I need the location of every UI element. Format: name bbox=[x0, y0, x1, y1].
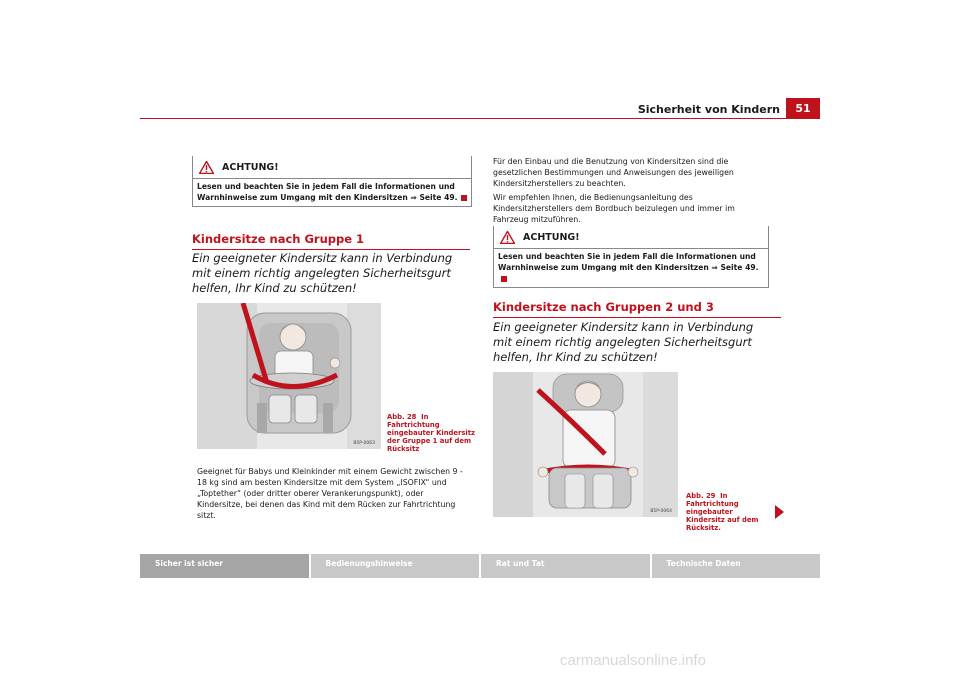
warning-text bbox=[193, 179, 471, 206]
tab-technische-daten[interactable]: Technische Daten bbox=[652, 554, 821, 578]
warning-title: ACHTUNG! bbox=[523, 231, 580, 243]
footer-nav bbox=[140, 554, 820, 578]
warning-text-main: Lesen und beachten Sie in jedem Fall die Informationen und Warnhinweise zum Umgang mit den Kindersitzen bbox=[498, 252, 756, 272]
figure-group1-child-seat bbox=[197, 303, 381, 449]
figure-group2-3-child-seat bbox=[493, 372, 678, 517]
warning-text-main: Lesen und beachten Sie in jedem Fall die Informationen und Warnhinweise zum Umgang mit den Kindersitzen bbox=[197, 182, 455, 202]
page-number: 51 bbox=[786, 98, 820, 118]
watermark: carmanualsonline.info bbox=[560, 652, 706, 669]
warning-title: ACHTUNG! bbox=[222, 161, 279, 173]
caption-text: In Fahrtrichtung eingebauter Kindersitz auf dem Rücksitz. bbox=[686, 492, 759, 532]
next-page-arrow-icon[interactable] bbox=[775, 505, 784, 519]
arrow-icon: ⇒ bbox=[410, 193, 417, 202]
lead-text-group2-3: Ein geeigneter Kindersitz kann in Verbindung mit einem richtig angelegten Sicherheitsgurt helfen, Ihr Kind zu schützen! bbox=[493, 320, 754, 364]
section-title-group1: Kindersitze nach Gruppe 1 bbox=[192, 232, 470, 250]
caption-label: Abb. 29 bbox=[686, 492, 716, 500]
page-reference-link[interactable]: Seite 49. bbox=[416, 193, 458, 202]
warning-header bbox=[494, 226, 768, 249]
lead-text-group1: Ein geeigneter Kindersitz kann in Verbindung mit einem richtig angelegten Sicherheitsgurt helfen, Ihr Kind zu schützen! bbox=[192, 251, 453, 295]
caption-text: In Fahrtrichtung eingebauter Kindersitz der Gruppe 1 auf dem Rücksitz bbox=[387, 413, 475, 453]
header-rule bbox=[140, 118, 820, 119]
child-seat-illustration bbox=[197, 303, 381, 449]
tab-bedienungshinweise[interactable]: Bedienungshinweise bbox=[311, 554, 480, 578]
figure-code: B5P-0063 bbox=[353, 441, 375, 446]
body-text-group1: Geeignet für Babys und Kleinkinder mit einem Gewicht zwischen 9 - 18 kg sind am besten Kindersitze mit dem System „ISOFIX“ und „Toptether“ (oder dritter oberer Verankerungspunkt), oder Kindersitze, bei denen das Kind mit dem Rücken zur Fahrtrichtung sitzt. bbox=[197, 467, 463, 520]
warning-triangle-icon bbox=[500, 231, 515, 244]
arrow-icon: ⇒ bbox=[711, 263, 718, 272]
figure-caption-29 bbox=[686, 492, 772, 532]
booster-seat-illustration bbox=[493, 372, 678, 517]
tab-sicher-ist-sicher[interactable]: Sicher ist sicher bbox=[140, 554, 309, 578]
page-reference-link[interactable]: Seite 49. bbox=[717, 263, 759, 272]
body-text-recommendation: Wir empfehlen Ihnen, die Bedienungsanleitung des Kindersitzherstellers dem Bordbuch beizulegen und immer im Fahrzeug mitzuführen. bbox=[493, 193, 735, 224]
tab-rat-und-tat[interactable]: Rat und Tat bbox=[481, 554, 650, 578]
end-square-icon bbox=[501, 276, 507, 282]
figure-code: B5P-0064 bbox=[650, 509, 672, 514]
page-header-title: Sicherheit von Kindern bbox=[637, 103, 780, 116]
warning-triangle-icon bbox=[199, 161, 214, 174]
warning-header bbox=[193, 156, 471, 179]
body-text-regulations: Für den Einbau und die Benutzung von Kindersitzen sind die gesetzlichen Bestimmungen und Anweisungen des jeweiligen Kindersitzherstellers zu beachten. bbox=[493, 157, 734, 188]
warning-text bbox=[494, 249, 768, 287]
caption-label: Abb. 28 bbox=[387, 413, 417, 421]
warning-box-left bbox=[192, 156, 472, 207]
end-square-icon bbox=[461, 195, 467, 201]
warning-box-right bbox=[493, 226, 769, 288]
section-title-group2-3: Kindersitze nach Gruppen 2 und 3 bbox=[493, 300, 781, 318]
figure-caption-28 bbox=[387, 413, 477, 453]
